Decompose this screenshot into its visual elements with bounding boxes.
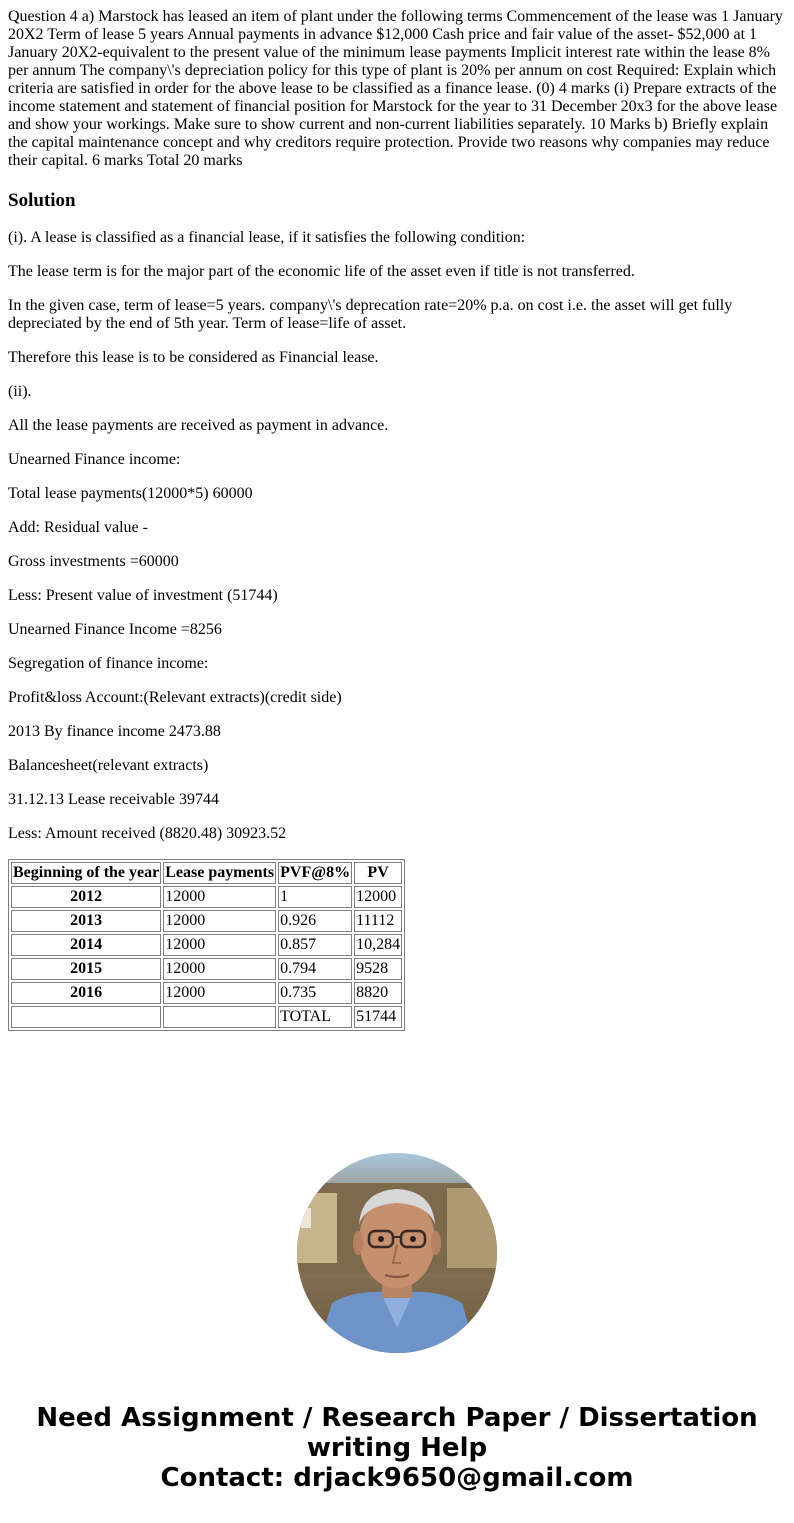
solution-paragraph: 2013 By finance income 2473.88 (8, 723, 221, 740)
document-content (8, 8, 786, 1031)
banner-line: writing Help (306, 1433, 488, 1463)
solution-paragraph: 31.12.13 Lease receivable 39744 (8, 791, 220, 808)
table-cell: 12000 (163, 982, 276, 1004)
banner-line: Need Assignment / Research Paper / Dissertation (36, 1403, 758, 1433)
avatar (297, 1153, 497, 1353)
table-cell: 2014 (11, 934, 161, 956)
table-cell: 12000 (163, 886, 276, 908)
solution-paragraph: In the given case, term of lease=5 years. company\'s deprecation rate=20% p.a. on cost i.e. the asset will get fully depreciated by the end of 5th year. Term of lease=life of asset. (8, 297, 733, 332)
solution-paragraph: Less: Amount received (8820.48) 30923.52 (8, 825, 287, 842)
table-total-row (11, 1006, 402, 1028)
solution-paragraph: Less: Present value of investment (51744) (8, 587, 278, 604)
table-cell: 11112 (354, 910, 402, 932)
solution-paragraph: (ii). (8, 383, 32, 400)
banner-contact-line: Contact: drjack9650@gmail.com (160, 1463, 634, 1493)
table-cell: 12000 (163, 910, 276, 932)
column-header: PV (354, 862, 402, 884)
table-cell: 0.735 (278, 982, 352, 1004)
table-row (11, 934, 402, 956)
portrait-image (297, 1153, 497, 1353)
table-cell: 0.857 (278, 934, 352, 956)
table-cell: 12000 (354, 886, 402, 908)
table-cell (163, 1006, 276, 1028)
table-cell: 10,284 (354, 934, 402, 956)
column-header: PVF@8% (278, 862, 352, 884)
table-cell: 2013 (11, 910, 161, 932)
table-cell: TOTAL (278, 1006, 352, 1028)
table-cell: 2015 (11, 958, 161, 980)
solution-paragraph: Balancesheet(relevant extracts) (8, 757, 209, 774)
solution-paragraph: Profit&loss Account:(Relevant extracts)(credit side) (8, 689, 342, 706)
table-cell: 12000 (163, 934, 276, 956)
table-cell: 2012 (11, 886, 161, 908)
column-header: Lease payments (163, 862, 276, 884)
table-row (11, 886, 402, 908)
table-cell: 8820 (354, 982, 402, 1004)
present-value-table (8, 859, 405, 1031)
solution-paragraph: Total lease payments(12000*5) 60000 (8, 485, 253, 502)
solution-paragraph: Add: Residual value - (8, 519, 148, 536)
table-cell: 12000 (163, 958, 276, 980)
solution-heading: Solution (8, 190, 76, 211)
table-cell: 2016 (11, 982, 161, 1004)
table-cell: 9528 (354, 958, 402, 980)
column-header: Beginning of the year (11, 862, 161, 884)
solution-paragraph: Therefore this lease is to be considered as Financial lease. (8, 349, 379, 366)
contact-banner (0, 1403, 794, 1493)
solution-paragraph: The lease term is for the major part of the economic life of the asset even if title is not transferred. (8, 263, 635, 280)
solution-paragraph: Unearned Finance income: (8, 451, 181, 468)
table-cell: 1 (278, 886, 352, 908)
solution-paragraph: Unearned Finance Income =8256 (8, 621, 222, 638)
table-cell: 0.794 (278, 958, 352, 980)
solution-paragraph: Segregation of finance income: (8, 655, 209, 672)
solution-paragraph: Gross investments =60000 (8, 553, 179, 570)
solution-paragraph: (i). A lease is classified as a financial lease, if it satisfies the following condition: (8, 229, 526, 246)
table-cell: 0.926 (278, 910, 352, 932)
table-header-row (11, 862, 402, 884)
question-text: Question 4 a) Marstock has leased an item of plant under the following terms Commencement of the lease was 1 January 20X2 Term of lease 5 years Annual payments in advance $12,000 Cash price and fair value of the asset- $52,000 at 1 January 20X2-equivalent to the present value of the minimum lease payments Implicit interest rate within the lease 8% per annum The company\'s depreciation policy for this type of plant is 20% per annum on cost Required: Explain which criteria are satisfied in order for the above lease to be classified as a finance lease. (0) 4 marks (i) Prepare extracts of the income statement and statement of financial position for Marstock for the year to 31 December 20x3 for the above lease and show your workings. Make sure to show current and non-current liabilities separately. 10 Marks b) Briefly explain the capital maintenance concept and why creditors require protection. Provide two reasons why companies may reduce their capital. 6 marks Total 20 marks (8, 8, 783, 169)
table-row (11, 958, 402, 980)
table-cell (11, 1006, 161, 1028)
table-row (11, 910, 402, 932)
table-row (11, 982, 402, 1004)
solution-paragraph: All the lease payments are received as payment in advance. (8, 417, 389, 434)
table-cell: 51744 (354, 1006, 402, 1028)
